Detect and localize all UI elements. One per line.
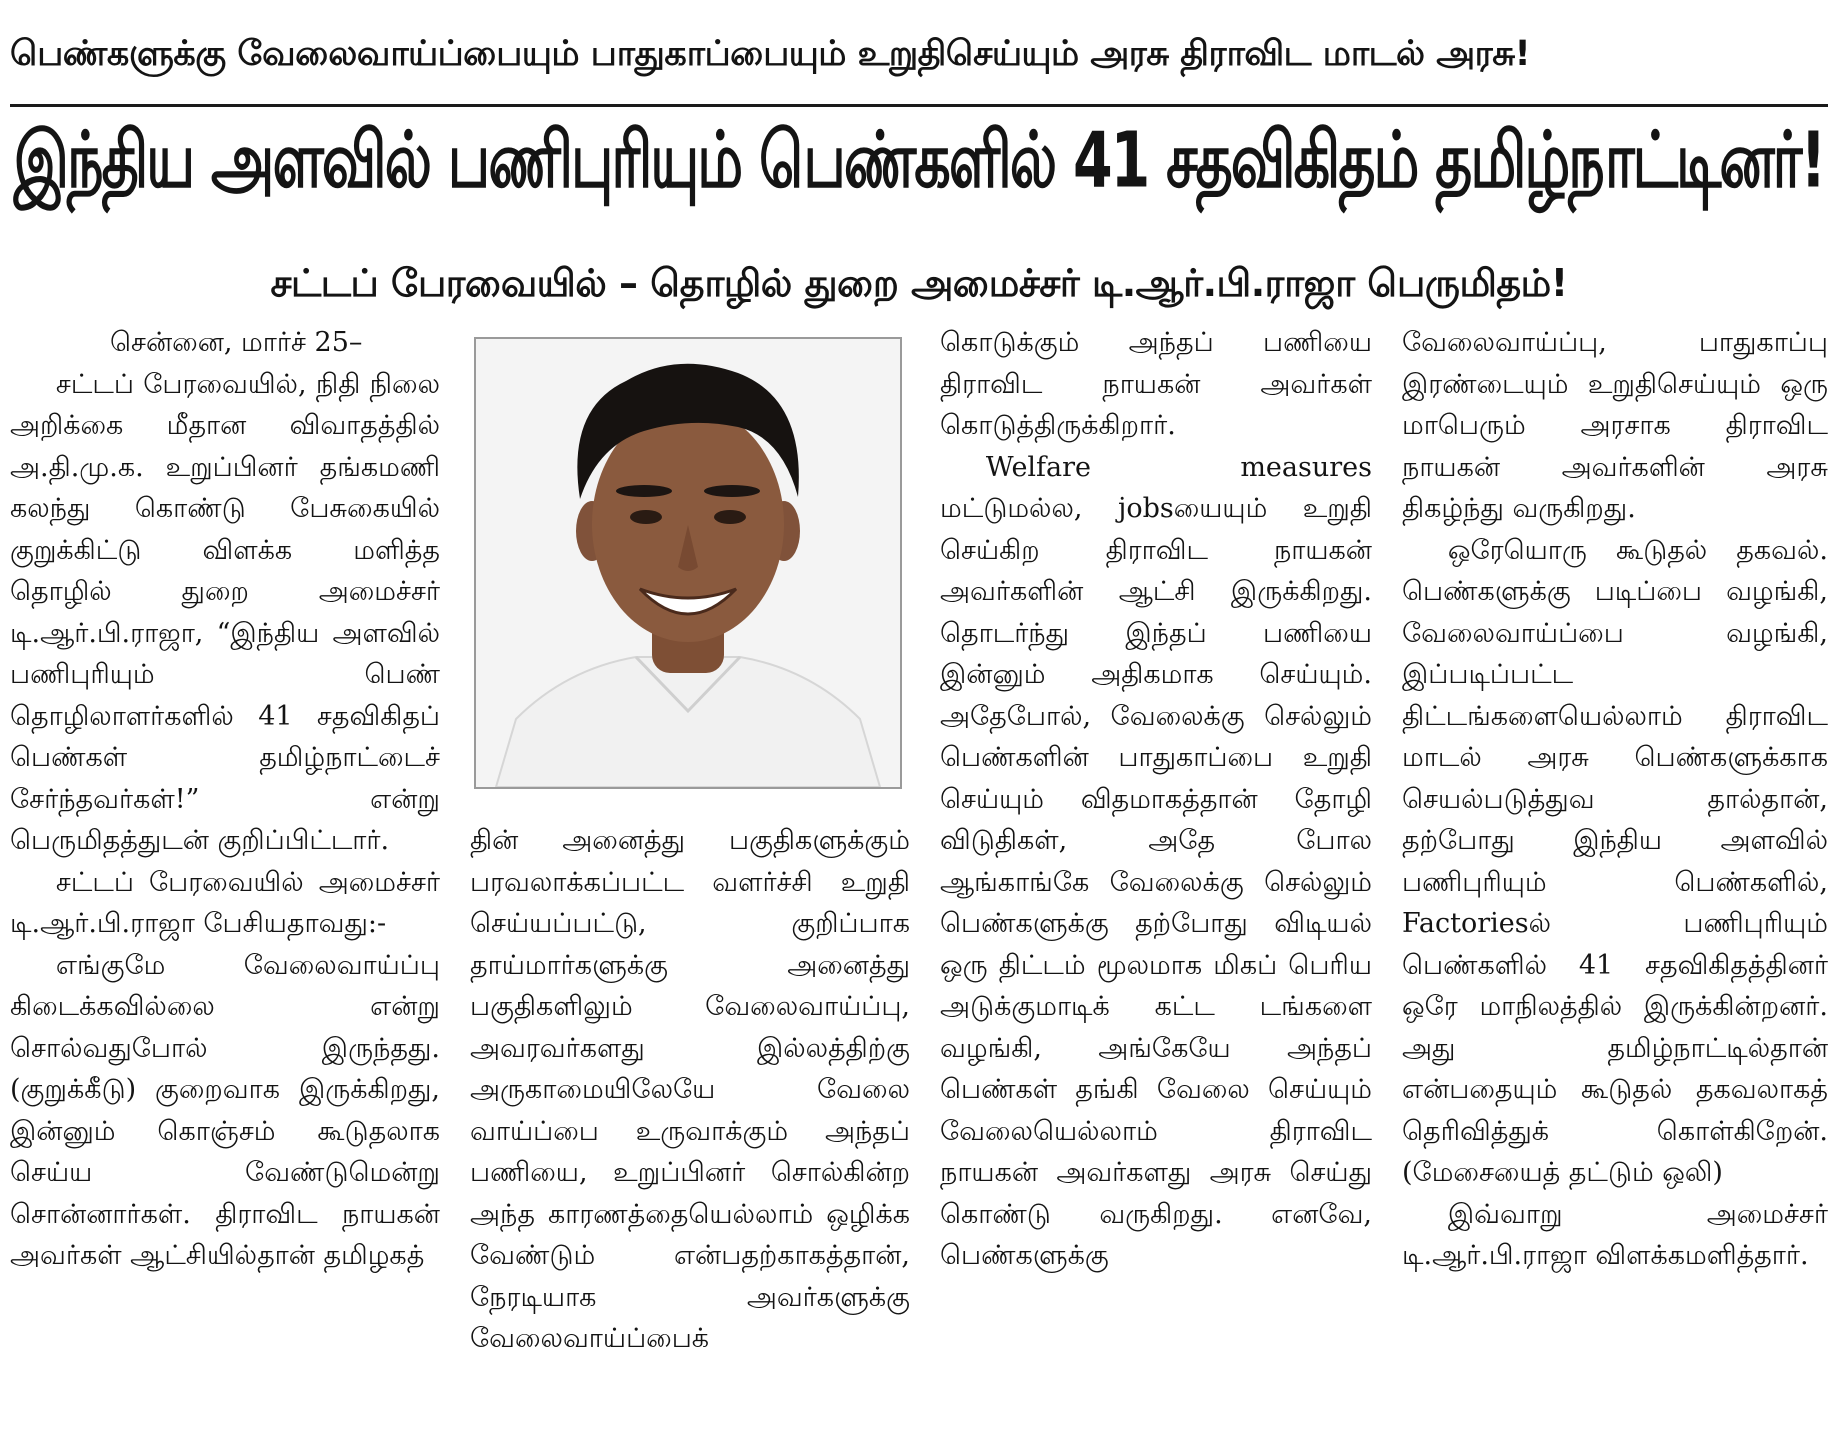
paragraph: Welfare measures மட்டுமல்ல, jobsயையும் உறுதி செய்கிற திராவிட நாயகன் அவர்களின் ஆட்சி இருக்கிறது. தொடர்ந்து இந்தப் பணியை இன்னும் அதிகமாக செய்யும். அதேபோல், வேலைக்கு செல்லும் பெண்களின் பாதுகாப்பை உறுதி செய்யும் விதமாகத்தான் தோழி விடுதிகள், அதே போல ஆங்காங்கே வேலைக்கு செல்லும் பெண்களுக்கு தற்போது விடியல் ஒரு திட்டம் மூலமாக மிகப் பெரிய அடுக்குமாடிக் கட்ட டங்களை வழங்கி, அங்கேயே அந்தப் பெண்கள் தங்கி வேலை செய்யும் வேலையெல்லாம் திராவிட நாயகன் அவர்களது அரசு செய்து கொண்டு வருகிறது. எனவே, பெண்களுக்கு — [940, 451, 1372, 1271]
paragraph: கொடுக்கும் அந்தப் பணியை திராவிட நாயகன் அவர்கள் கொடுத்திருக்கிறார். — [940, 327, 1372, 441]
paragraph: எங்குமே வேலைவாய்ப்பு கிடைக்கவில்லை என்று சொல்வதுபோல் இருந்தது. (குறுக்கீடு) குறைவாக இருக்கிறது, இன்னும் கொஞ்சம் கூடுதலாக செய்ய வேண்டுமென்று சொன்னார்கள். திராவிட நாயகன் அவர்கள் ஆட்சியில்தான் தமிழகத் — [10, 949, 440, 1271]
paragraph: சட்டப் பேரவையில் அமைச்சர் டி.ஆர்.பி.ராஜா பேசியதாவது:- — [10, 866, 440, 939]
eye-left — [630, 510, 662, 524]
paragraph: தின் அனைத்து பகுதிகளுக்கும் பரவலாக்கப்பட்ட வளர்ச்சி உறுதி செய்யப்பட்டு, குறிப்பாக தாய்மார்களுக்கு அனைத்து பகுதிகளிலும் வேலைவாய்ப்பு, அவரவர்களது இல்லத்திற்கு அருகாமையிலேயே வேலை வாய்ப்பை உருவாக்கும் அந்தப் பணியை, உறுப்பினர் சொல்கின்ற அந்த காரணத்தையெல்லாம் ஒழிக்க வேண்டும் என்பதற்காகத்தான், நேரடியாக அவர்களுக்கு வேலைவாய்ப்பைக் — [470, 825, 910, 1354]
dateline: சென்னை, மார்ச் 25– — [110, 327, 363, 358]
paragraph: இவ்வாறு அமைச்சர் டி.ஆர்.பி.ராஜா விளக்கமளித்தார். — [1402, 1198, 1828, 1271]
paragraph: ஒரேயொரு கூடுதல் தகவல். பெண்களுக்கு படிப்பை வழங்கி, வேலைவாய்ப்பை வழங்கி, இப்படிப்பட்ட திட்டங்களையெல்லாம் திராவிட மாடல் அரசு பெண்களுக்காக செயல்படுத்துவ தால்தான், தற்போது இந்திய அளவில் பணிபுரியும் பெண்களில், Factoriesல் பணிபுரியும் பெண்களில் 41 சதவிகிதத்தினர் ஒரே மாநிலத்தில் இருக்கின்றனர். அது தமிழ்நாட்டில்தான் என்பதையும் கூடுதல் தகவலாகத் தெரிவித்துக் கொள்கிறேன். (மேசையைத் தட்டும் ஒலி) — [1402, 534, 1828, 1188]
article-column-3 — [940, 322, 1372, 1450]
eyebrow-right — [704, 485, 760, 497]
article-column-2 — [470, 820, 910, 1450]
portrait-photo-icon — [476, 339, 900, 787]
paragraph: வேலைவாய்ப்பு, பாதுகாப்பு இரண்டையும் உறுதிசெய்யும் ஒரு மாபெரும் அரசாக திராவிட நாயகன் அவர்களின் அரசு திகழ்ந்து வருகிறது. — [1402, 327, 1828, 524]
eyebrow-left — [616, 485, 672, 497]
headline-text: இந்திய அளவில் பணிபுரியும் பெண்களில் 41 சதவிகிதம் தமிழ்நாட்டினர்! — [13, 116, 1825, 206]
paragraph: சட்டப் பேரவையில், நிதி நிலை அறிக்கை மீதான விவாதத்தில் அ.தி.மு.க. உறுப்பினர் தங்கமணி கலந்து கொண்டு பேசுகையில் குறுக்கிட்டு விளக்க மளித்த தொழில் துறை அமைச்சர் டி.ஆர்.பி.ராஜா, “இந்திய அளவில் பணிபுரியும் பெண் தொழிலாளர்களில் 41 சதவிகிதப் பெண்கள் தமிழ்நாட்டைச் சேர்ந்தவர்கள்!” என்று பெருமிதத்துடன் குறிப்பிட்டார். — [10, 368, 440, 856]
eye-right — [714, 510, 746, 524]
kicker-text: பெண்களுக்கு வேலைவாய்ப்பையும் பாதுகாப்பையும் உறுதிசெய்யும் அரசு திராவிட மாடல் அரசு! — [10, 34, 1531, 74]
subheadline-text: சட்டப் பேரவையில் – தொழில் துறை அமைச்சர் டி.ஆர்.பி.ராஜா பெருமிதம்! — [270, 261, 1568, 305]
article-column-4 — [1402, 322, 1828, 1450]
article-column-1 — [10, 322, 440, 1450]
headline — [0, 77, 1838, 255]
subheadline — [0, 250, 1838, 322]
minister-photo — [474, 337, 902, 789]
